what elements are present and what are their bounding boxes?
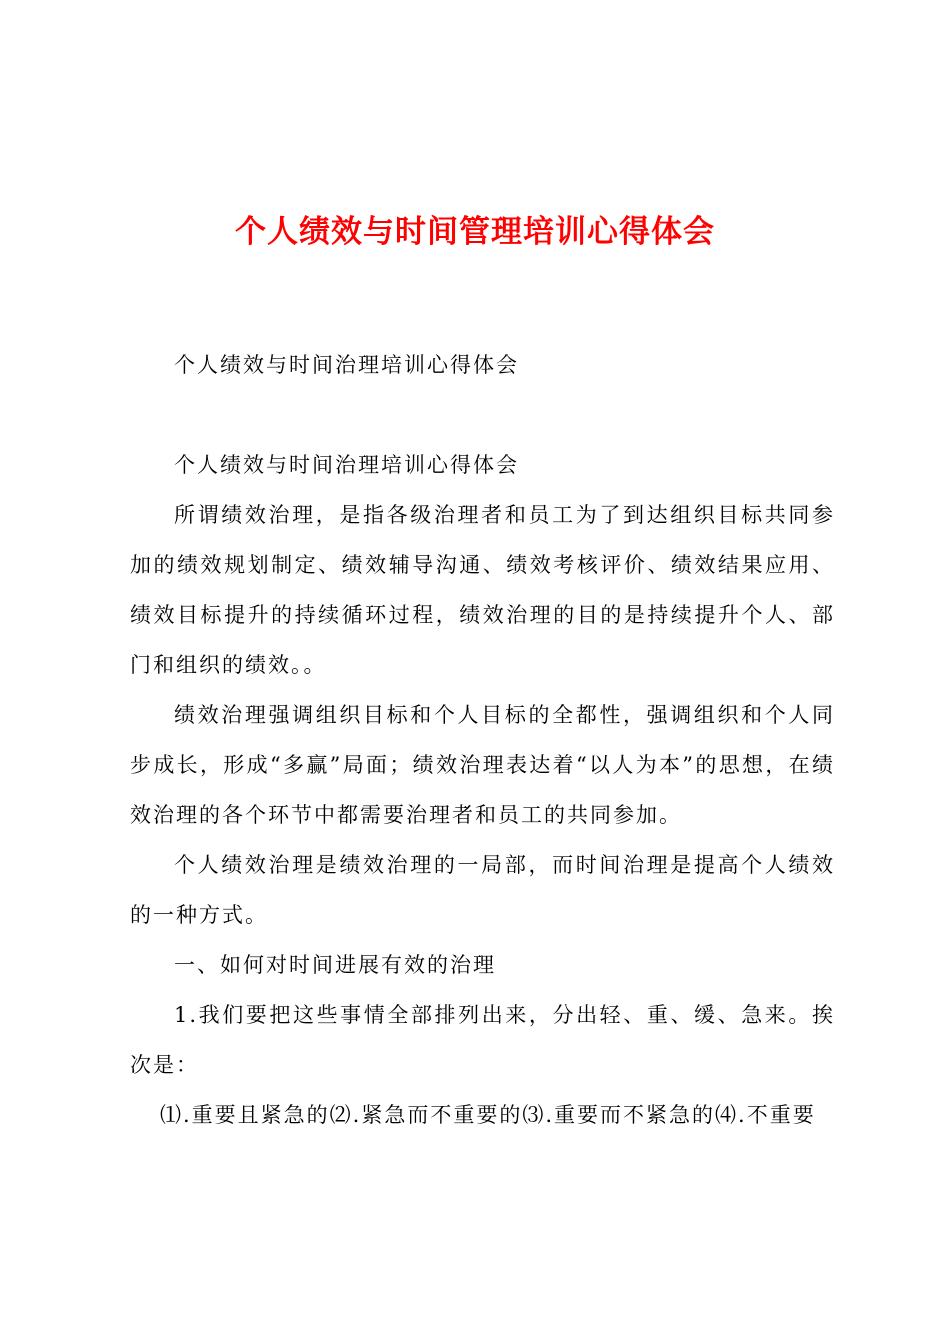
paragraph-emphasis: 绩效治理强调组织目标和个人目标的全都性，强调组织和个人同步成长，形成“多赢”局面；绩效治理表达着“以人为本”的思想，在绩效治理的各个环节中都需要治理者和员工的共同参加。 (130, 703, 835, 827)
document-subheading: 个人绩效与时间治理培训心得体会 (174, 353, 519, 377)
paragraph-heading: 个人绩效与时间治理培训心得体会 (174, 453, 519, 477)
section-heading-time-management: 一、如何对时间进展有效的治理 (174, 953, 496, 977)
document-body (130, 440, 835, 1140)
document-title: 个人绩效与时间管理培训心得体会 (235, 214, 715, 250)
paragraph-definition: 所谓绩效治理，是指各级治理者和员工为了到达组织目标共同参加的绩效规划制定、绩效辅导沟通、绩效考核评价、绩效结果应用、绩效目标提升的持续循环过程，绩效治理的目的是持续提升个人、部门和组织的绩效。。 (130, 503, 835, 677)
list-item-priorities: ⑴.重要且紧急的⑵.紧急而不重要的⑶.重要而不紧急的⑷.不重要 (160, 1103, 816, 1127)
list-item-1: 1.我们要把这些事情全部排列出来，分出轻、重、缓、急来。挨次是： (130, 1003, 835, 1077)
paragraph-personal-performance: 个人绩效治理是绩效治理的一局部，而时间治理是提高个人绩效的一种方式。 (130, 853, 835, 927)
